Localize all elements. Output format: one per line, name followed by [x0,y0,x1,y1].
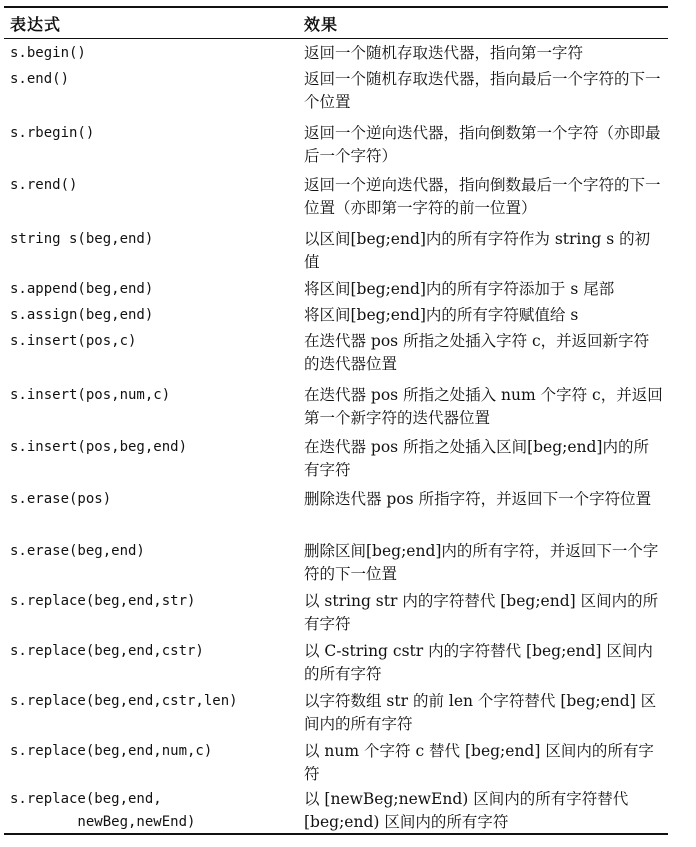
row-expression: s.erase(beg,end) [10,543,145,559]
row-expression: s.assign(beg,end) [10,307,154,323]
row-expression: s.erase(pos) [10,491,112,507]
row-effect: 删除迭代器 pos 所指字符，并返回下一个字符位置 [304,490,652,508]
row-effect: 以字符数组 str 的前 len 个字符替代 [beg;end] 区间内的所有字符 [304,692,657,733]
table-header-rule [4,38,668,39]
row-effect: 将区间[beg;end]内的所有字符赋值给 s [304,306,579,324]
row-effect: 以 string str 内的字符替代 [beg;end] 区间内的所有字符 [304,592,659,633]
row-effect: 返回一个随机存取迭代器，指向最后一个字符的下一个位置 [304,70,661,111]
row-effect: 以区间[beg;end]内的所有字符作为 string s 的初值 [304,230,651,271]
row-effect: 在迭代器 pos 所指之处插入 num 个字符 c，并返回第一个新字符的迭代器位置 [304,386,663,427]
row-effect: 删除区间[beg;end]内的所有字符，并返回下一个字符的下一位置 [304,542,659,583]
row-expression: string s(beg,end) [10,231,154,247]
row-effect: 在迭代器 pos 所指之处插入字符 c，并返回新字符的迭代器位置 [304,332,650,373]
row-effect: 以 num 个字符 c 替代 [beg;end] 区间内的所有字符 [304,742,654,783]
row-expression: s.insert(pos,num,c) [10,387,171,403]
row-expression: s.append(beg,end) [10,281,154,297]
row-expression: s.replace(beg,end,num,c) [10,743,213,759]
row-expression: s.begin() [10,45,86,61]
row-expression: s.insert(pos,c) [10,333,137,349]
row-effect: 返回一个逆向迭代器，指向倒数最后一个字符的下一位置（亦即第一字符的前一位置） [304,176,661,217]
row-effect: 将区间[beg;end]内的所有字符添加于 s 尾部 [304,280,615,298]
header-effect: 效果 [304,15,339,34]
row-expression: s.insert(pos,beg,end) [10,439,188,455]
row-expression: s.rend() [10,177,78,193]
row-expression: s.end() [10,71,70,87]
row-expression: s.replace(beg,end, newBeg,newEnd) [10,791,196,830]
row-effect: 返回一个逆向迭代器，指向倒数第一个字符（亦即最后一个字符） [304,124,661,165]
row-effect: 以 [newBeg;newEnd) 区间内的所有字符替代 [beg;end) 区间内的所有字符 [304,790,629,831]
table-top-rule [4,6,668,8]
row-effect: 在迭代器 pos 所指之处插入区间[beg;end]内的所有字符 [304,438,649,479]
row-effect: 返回一个随机存取迭代器，指向第一字符 [304,44,584,62]
row-effect: 以 C-string cstr 内的字符替代 [beg;end] 区间内的所有字符 [304,642,653,683]
row-expression: s.replace(beg,end,cstr,len) [10,693,238,709]
row-expression: s.rbegin() [10,125,95,141]
row-expression: s.replace(beg,end,cstr) [10,643,204,659]
row-expression: s.replace(beg,end,str) [10,593,196,609]
header-expression: 表达式 [10,15,62,34]
table-bottom-rule [4,833,668,835]
